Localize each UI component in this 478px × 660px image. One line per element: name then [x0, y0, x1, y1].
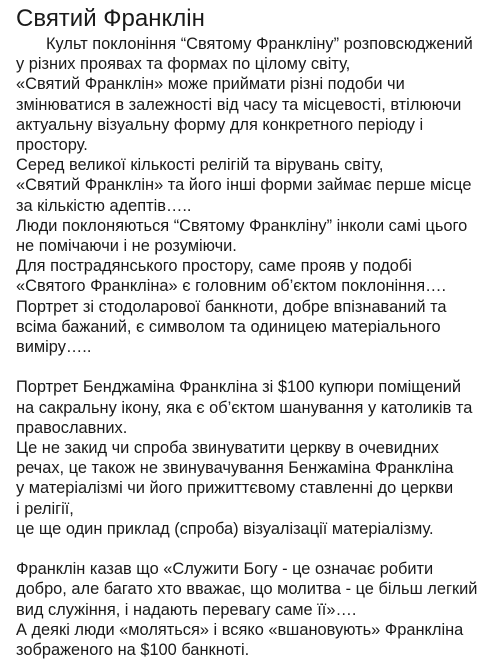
text-line: простору.: [16, 136, 88, 155]
text-line: не помічаючи і не розуміючи.: [16, 237, 237, 256]
text-line: виміру…..: [16, 338, 92, 357]
text-line: у матеріалізмі чи його прижиттєвому ставленні до церкви: [16, 479, 454, 498]
text-line: речах, це також не звинувачування Бенжаміна Франкліна: [16, 459, 454, 478]
text-line: змінюватися в залежності від часу та місцевості, втілюючи: [16, 95, 462, 114]
text-line: Для пострадянського простору, саме прояв у подобі: [16, 257, 412, 276]
text-line: Люди поклоняються “Святому Франкліну” інколи самі цього: [16, 216, 468, 235]
text-line: зображеного на $100 банкноті.: [16, 641, 250, 660]
text-line: вид служіння, і надають перевагу саме її»….: [16, 600, 357, 619]
text-line: «Святого Франкліна» є головним об’єктом поклоніння….: [16, 277, 447, 296]
text-line: Серед великої кількості релігій та вірувань світу,: [16, 156, 384, 175]
text-line: актуальну візуальну форму для конкретного періоду і: [16, 115, 424, 134]
text-line: «Святий Франклін» може приймати різні подоби чи: [16, 75, 405, 94]
text-line: «Святий Франклін» та його інші форми займає перше місце: [16, 176, 472, 195]
text-line: православних.: [16, 418, 128, 437]
text-line: Портрет Бенджаміна Франкліна зі $100 купюри поміщений: [16, 378, 462, 397]
blank-line: [16, 357, 474, 377]
text-line: всіма бажаний, є символом та одиницею матеріального: [16, 317, 441, 336]
text-line: на сакральну ікону, яка є об’єктом шанування у католиків та: [16, 398, 473, 417]
text-line: Культ поклоніння “Святому Франкліну” розповсюджений: [46, 35, 473, 53]
text-line: Це не закид чи спроба звинуватити церкву в очевидних: [16, 439, 439, 458]
blank-line: [16, 539, 474, 559]
text-line: це ще один приклад (спроба) візуалізації матеріалізму.: [16, 519, 434, 538]
document-title: Святий Франклін: [16, 5, 205, 32]
text-line: у різних проявах та формах по цілому світу,: [16, 55, 351, 74]
text-line: Портрет зі стодоларової банкноти, добре впізнаваний та: [16, 297, 447, 316]
text-line: добро, але багато хто вважає, що молитва - це більш легкий: [16, 580, 478, 599]
document: [16, 4, 478, 660]
text-line: Франклін казав що «Служити Богу - це означає робити: [16, 560, 434, 579]
text-line: за кількістю адептів…..: [16, 196, 192, 215]
document-body: [16, 34, 478, 660]
text-line: і релігії,: [16, 499, 74, 518]
text-line: А деякі люди «моляться» і всяко «вшановують» Франкліна: [16, 620, 464, 639]
